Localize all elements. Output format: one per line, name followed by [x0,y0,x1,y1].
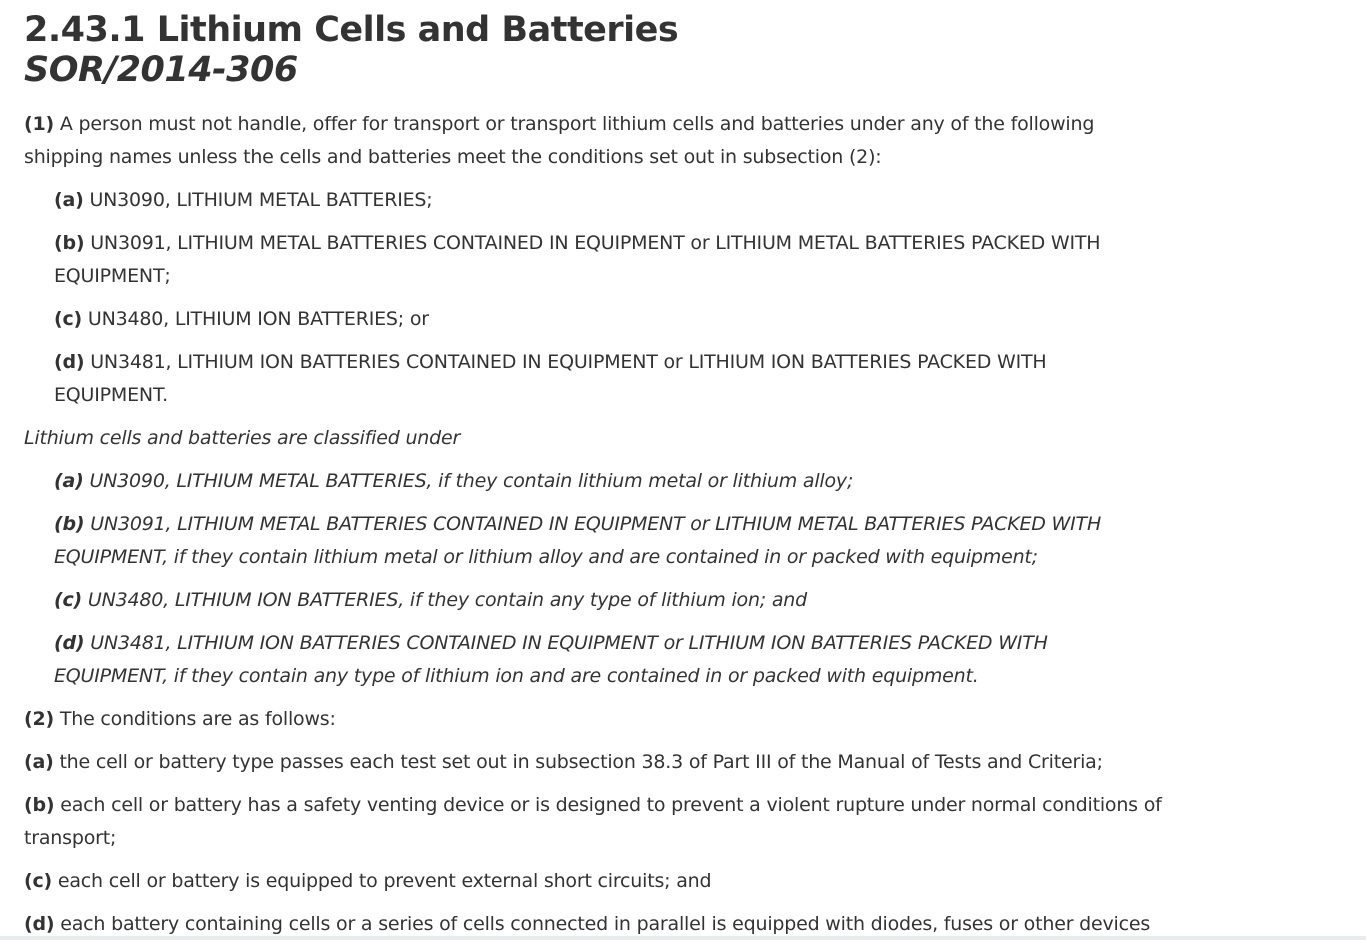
item-text: UN3091, LITHIUM METAL BATTERIES CONTAINED IN EQUIPMENT or LITHIUM METAL BATTERIES PACKED WITH EQUIPMENT, if they contain lithium metal or lithium alloy and are contained in or packed with equipment; [54,513,1102,568]
item-text: the cell or battery type passes each test set out in subsection 38.3 of Part III of the Manual of Tests and Criteria; [59,751,1103,773]
condition-item [24,746,1164,779]
item-text: each cell or battery is equipped to prevent external short circuits; and [57,870,712,892]
item-text: UN3480, LITHIUM ION BATTERIES; or [87,308,429,330]
horizontal-scrollbar[interactable] [0,936,1366,940]
condition-item [24,865,1164,898]
item-text: UN3090, LITHIUM METAL BATTERIES, if they contain lithium metal or lithium alloy; [89,470,854,492]
item-label: (d) [24,913,55,935]
item-label: (b) [54,513,85,535]
item-label: (c) [24,870,53,892]
classification-item [24,508,1164,574]
item-label: (b) [54,232,85,254]
shipping-name-item [24,303,1164,336]
item-label: (d) [54,632,85,654]
subsection-1-paragraph [24,108,1164,174]
classification-item [24,465,1164,498]
document-body [24,10,1164,940]
item-text: UN3480, LITHIUM ION BATTERIES, if they contain any type of lithium ion; and [87,589,807,611]
page-title [24,10,1164,90]
subsection-2-label: (2) [24,708,54,730]
item-label: (c) [54,589,83,611]
item-label: (a) [54,189,84,211]
subsection-1-label: (1) [24,113,54,135]
item-label: (c) [54,308,83,330]
item-label: (d) [54,351,85,373]
shipping-name-item [24,184,1164,217]
classification-intro: Lithium cells and batteries are classified under [24,427,461,449]
item-text: UN3090, LITHIUM METAL BATTERIES; [89,189,433,211]
classification-item [24,584,1164,617]
subsection-1-text: A person must not handle, offer for transport or transport lithium cells and batteries under any of the following shipping names unless the cells and batteries meet the conditions set out in subsection (2): [24,113,1095,168]
regulation-number: SOR/2014-306 [24,50,298,90]
subsection-2-text: The conditions are as follows: [59,708,336,730]
item-text: each cell or battery has a safety venting device or is designed to prevent a violent rupture under normal conditions of transport; [24,794,1162,849]
item-text: UN3481, LITHIUM ION BATTERIES CONTAINED IN EQUIPMENT or LITHIUM ION BATTERIES PACKED WITH EQUIPMENT. [54,351,1047,406]
section-title: 2.43.1 Lithium Cells and Batteries [24,10,679,50]
item-text: UN3481, LITHIUM ION BATTERIES CONTAINED IN EQUIPMENT or LITHIUM ION BATTERIES PACKED WITH EQUIPMENT, if they contain any type of lithium ion and are contained in or packed with equipment. [54,632,1048,687]
item-text: UN3091, LITHIUM METAL BATTERIES CONTAINED IN EQUIPMENT or LITHIUM METAL BATTERIES PACKED WITH EQUIPMENT; [54,232,1101,287]
item-label: (a) [54,470,84,492]
shipping-name-item [24,227,1164,293]
item-label: (a) [24,751,54,773]
classification-item [24,627,1164,693]
item-text: each battery containing cells or a series of cells connected in parallel is equipped with diodes, fuses or other devices [60,913,1151,935]
condition-item [24,789,1164,855]
shipping-name-item [24,346,1164,412]
subsection-2-paragraph [24,703,1164,736]
item-label: (b) [24,794,55,816]
